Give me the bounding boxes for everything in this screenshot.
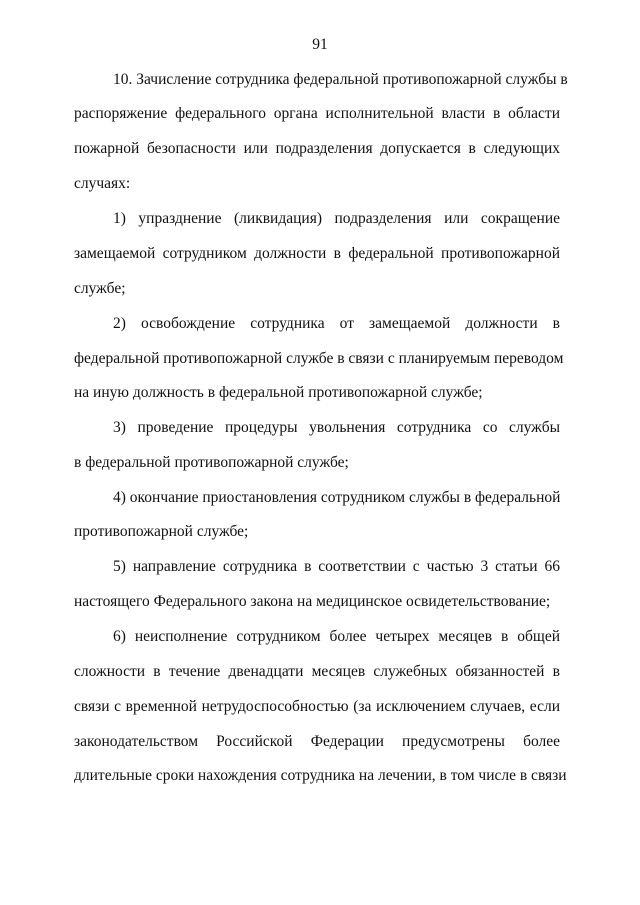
text-line: 2) освобождение сотрудника от замещаемой должности в <box>113 315 560 332</box>
text-line: 3) проведение процедуры увольнения сотрудника со службы <box>113 419 560 436</box>
text-line: 10. Зачисление сотрудника федеральной противопожарной службы в <box>113 71 568 88</box>
text-line: связи с временной нетрудоспособностью (за исключением случаев, если <box>74 698 560 715</box>
text-line: распоряжение федерального органа исполнительной власти в области <box>74 105 560 122</box>
text-line: законодательством Российской Федерации предусмотрены более <box>74 733 560 750</box>
text-line: 5) направление сотрудника в соответствии с частью 3 статьи 66 <box>113 558 560 575</box>
text-line: на иную должность в федеральной противопожарной службе; <box>74 384 483 401</box>
text-line: в федеральной противопожарной службе; <box>74 454 349 471</box>
text-line: 4) окончание приостановления сотрудником службы в федеральной <box>113 489 561 506</box>
text-line: пожарной безопасности или подразделения допускается в следующих <box>74 140 560 157</box>
text-line: замещаемой сотрудником должности в федеральной противопожарной <box>74 245 560 262</box>
text-line: настоящего Федерального закона на медицинское освидетельствование; <box>74 593 551 610</box>
text-line: противопожарной службе; <box>74 523 249 540</box>
text-line: 1) упразднение (ликвидация) подразделения или сокращение <box>113 210 560 227</box>
page-number: 91 <box>312 36 328 53</box>
text-line: сложности в течение двенадцати месяцев служебных обязанностей в <box>74 663 560 680</box>
text-line: службе; <box>74 280 126 297</box>
text-line: федеральной противопожарной службе в связи с планируемым переводом <box>74 350 564 367</box>
text-line: длительные сроки нахождения сотрудника на лечении, в том числе в связи <box>74 767 567 784</box>
text-line: 6) неисполнение сотрудником более четырех месяцев в общей <box>113 628 560 645</box>
text-line: случаях: <box>74 175 131 192</box>
